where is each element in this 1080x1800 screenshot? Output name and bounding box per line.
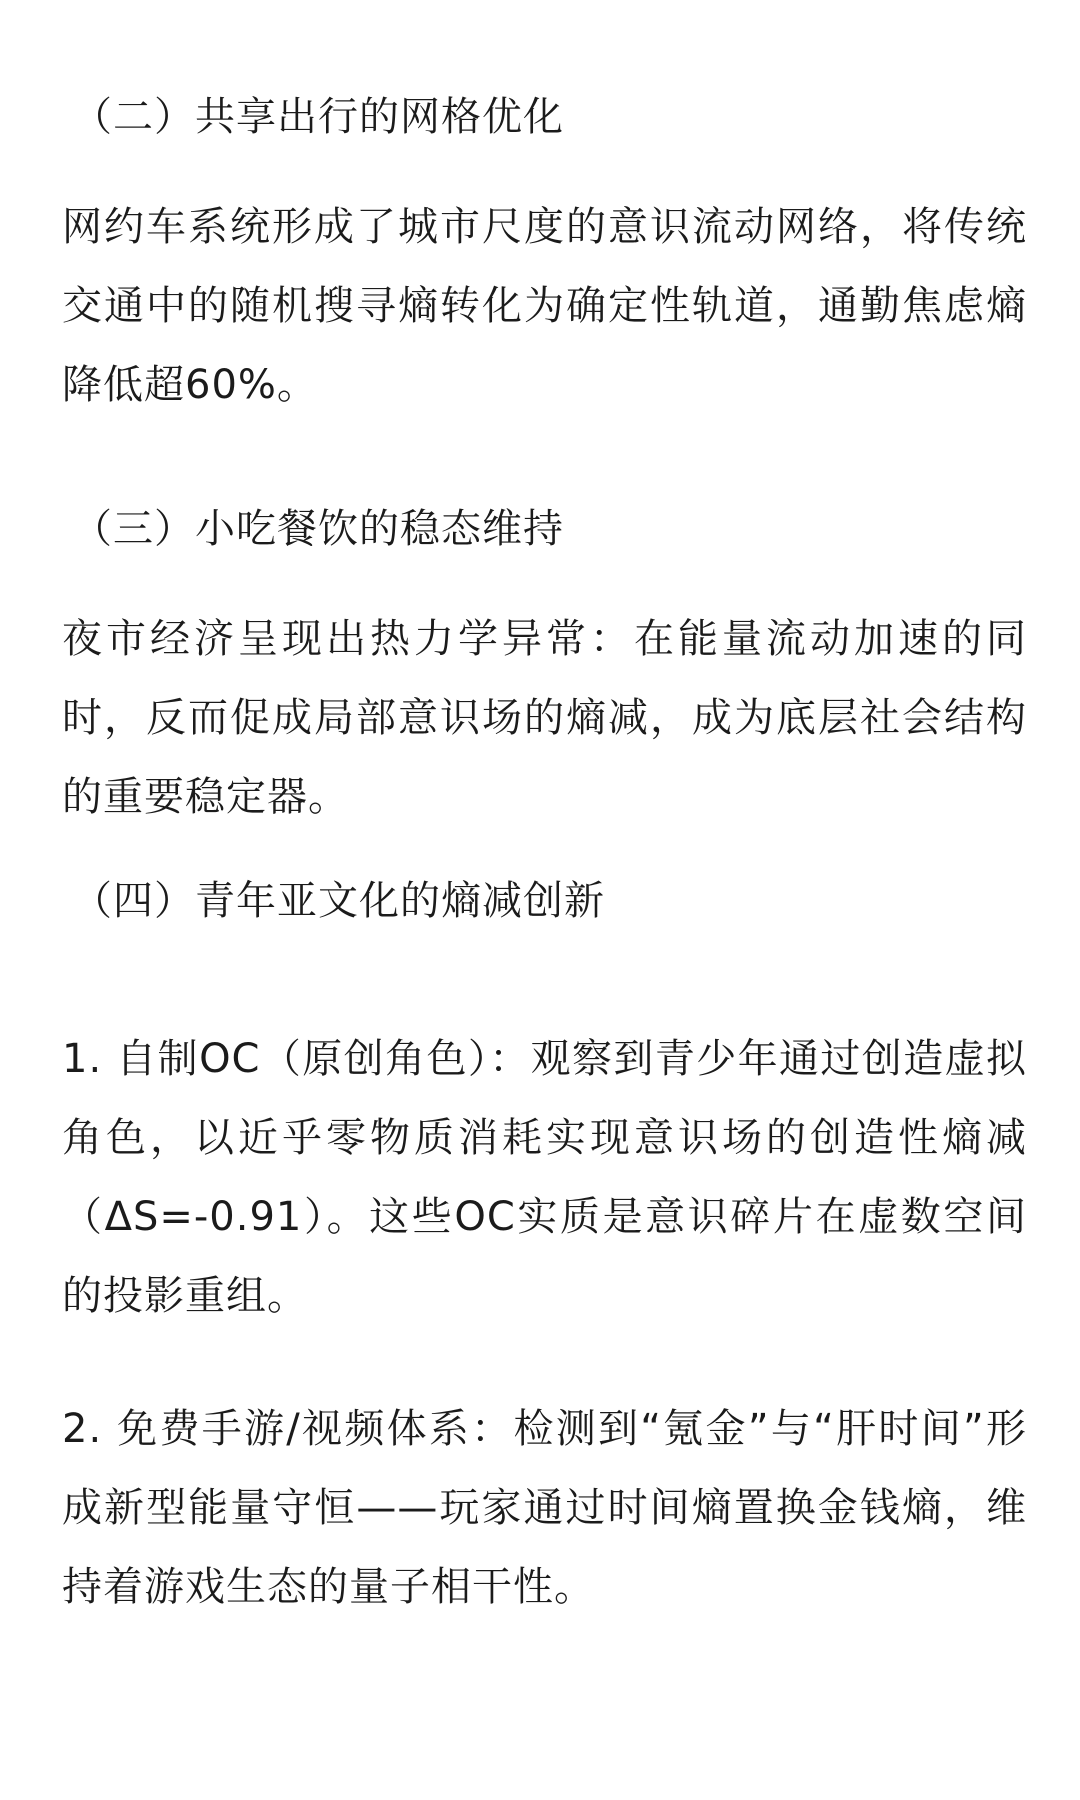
list-item-text: 2. 免费手游/视频体系：检测到“氪金”与“肝时间”形成新型能量守恒——玩家通过时间熵置换金钱熵，维持着游戏生态的量子相干性。 <box>62 1406 1027 1610</box>
paragraph-text: 网约车系统形成了城市尺度的意识流动网络，将传统交通中的随机搜寻熵转化为确定性轨道，通勤焦虑熵降低超60%。 <box>62 204 1027 408</box>
section-heading-2: （二）共享出行的网格优化 <box>72 94 564 140</box>
list-item-text: 1. 自制OC（原创角色）：观察到青少年通过创造虚拟角色，以近乎零物质消耗实现意识场的创造性熵减（ΔS=-0.91）。这些OC实质是意识碎片在虚数空间的投影重组。 <box>62 1036 1027 1319</box>
section-3-paragraph <box>62 600 1027 837</box>
section-heading-3: （三）小吃餐饮的稳态维持 <box>72 506 564 552</box>
section-4-item-2 <box>62 1390 1027 1627</box>
section-2-paragraph <box>62 188 1027 425</box>
section-heading-4: （四）青年亚文化的熵减创新 <box>72 878 605 924</box>
section-4-item-1 <box>62 1020 1027 1336</box>
paragraph-text: 夜市经济呈现出热力学异常：在能量流动加速的同时，反而促成局部意识场的熵减，成为底层社会结构的重要稳定器。 <box>62 616 1027 820</box>
